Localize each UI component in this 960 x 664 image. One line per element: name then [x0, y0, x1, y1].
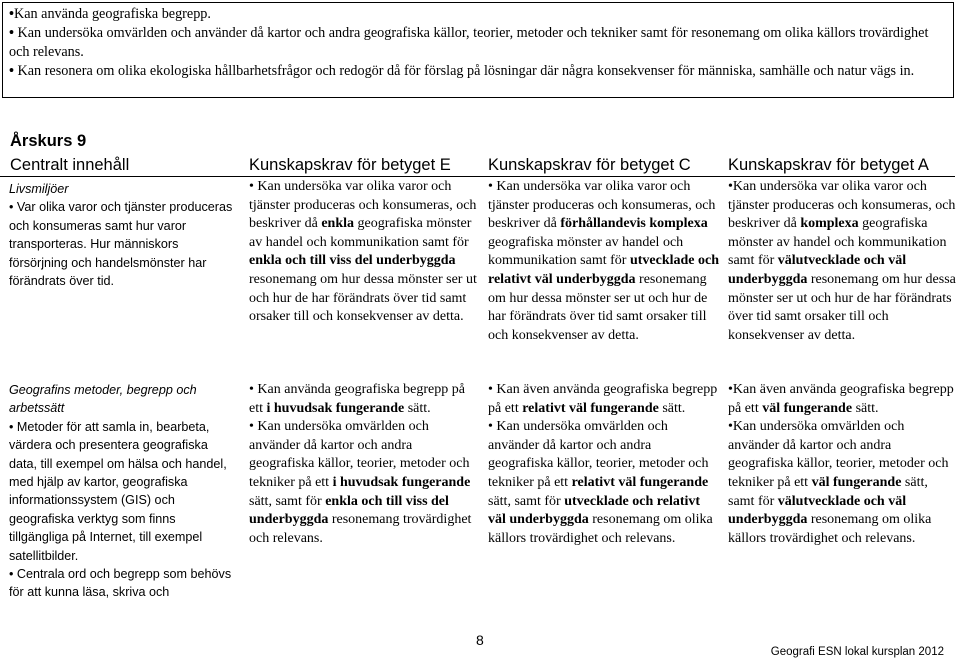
intro-bullet-1: •Kan använda geografiska begrepp.	[9, 6, 211, 22]
content-bullet: • Metoder för att samla in, bearbeta, värdera och presentera geografiska data, till exempel om hälsa och handel, med hjälp av kartor, geografiska informationssystem (GIS) och geografiska verktyg som finns tillgängliga på Internet, till exempel satellitbilder.	[9, 419, 227, 563]
e-cell-row2: • Kan använda geografiska begrepp på ett i huvudsak fungerande sätt. • Kan undersöka omvärlden och använder då kartor och andra geografiska källor, teorier, metoder och tekniker på ett i huvudsak fungerande sätt, samt för enkla och till viss del underbyggda resonemang trovärdighet och relevans.	[249, 382, 472, 546]
content-cell-metoder	[9, 381, 233, 602]
grade-heading: Årskurs 9	[10, 132, 87, 150]
content-cell-livsmiljoer	[9, 180, 233, 290]
header-rule	[0, 176, 955, 177]
content-bullet: • Centrala ord och begrepp som behövs för att kunna läsa, skriva och	[9, 567, 232, 600]
e-cell-row1: • Kan undersöka var olika varor och tjänster produceras och konsumeras, och beskriver då enkla geografiska mönster av handel och kommunikation samt för enkla och till viss del underbyggda resonemang om hur dessa mönster ser ut och hur de har förändrats över tid samt orsaker till och konsekvenser av detta.	[249, 179, 477, 325]
content-title: Livsmiljöer	[9, 182, 69, 196]
c-cell-row2: • Kan även använda geografiska begrepp på ett relativt väl fungerande sätt. • Kan undersöka omvärlden och använder då kartor och andra geografiska källor, teorier, metoder och tekniker på ett relativt väl fungerande sätt, samt för utvecklade och relativt väl underbyggda resonemang om olika källors trovärdighet och relevans.	[488, 382, 718, 546]
column-header-e: Kunskapskrav för betyget E	[249, 156, 451, 174]
a-cell-row1: •Kan undersöka var olika varor och tjänster produceras och konsumeras, och beskriver då komplexa geografiska mönster av handel och kommunikation samt för välutvecklade och väl underbyggda resonemang om hur dessa mönster ser ut och hur de har förändrats över tid samt orsaker till och konsekvenser av detta.	[728, 179, 956, 343]
page-number: 8	[476, 632, 484, 648]
column-header-content: Centralt innehåll	[10, 156, 130, 174]
page-footer: Geografi ESN lokal kursplan 2012	[770, 646, 944, 658]
intro-bullet-2: • Kan undersöka omvärlden och använder då kartor och andra geografiska källor, teorier, metoder och tekniker samt för resonemang om olika källors trovärdighet och relevans.	[9, 25, 929, 60]
content-title: Geografins metoder, begrepp och arbetssätt	[9, 383, 197, 416]
intro-bullet-box	[2, 2, 954, 98]
content-bullet: • Var olika varor och tjänster produceras och konsumeras samt hur varor transporteras. Hur människors försörjning och handelsmönster har förändrats över tid.	[9, 200, 233, 289]
column-header-a: Kunskapskrav för betyget A	[728, 156, 929, 174]
intro-bullet-3: • Kan resonera om olika ekologiska hållbarhetsfrågor och redogör då för förslag på lösningar där några konsekvenser för människa, samhälle och natur vägs in.	[9, 63, 915, 79]
column-header-c: Kunskapskrav för betyget C	[488, 156, 691, 174]
c-cell-row1: • Kan undersöka var olika varor och tjänster produceras och konsumeras, och beskriver då förhållandevis komplexa geografiska mönster av handel och kommunikation samt för utvecklade och relativt väl underbyggda resonemang om hur dessa mönster ser ut och hur de har förändrats över tid samt orsaker till och konsekvenser av detta.	[488, 179, 719, 343]
a-cell-row2: •Kan även använda geografiska begrepp på ett väl fungerande sätt. •Kan undersöka omvärlden och använder då kartor och andra geografiska källor, teorier, metoder och tekniker på ett väl fungerande sätt, samt för välutvecklade och väl underbyggda resonemang om olika källors trovärdighet och relevans.	[728, 382, 954, 546]
